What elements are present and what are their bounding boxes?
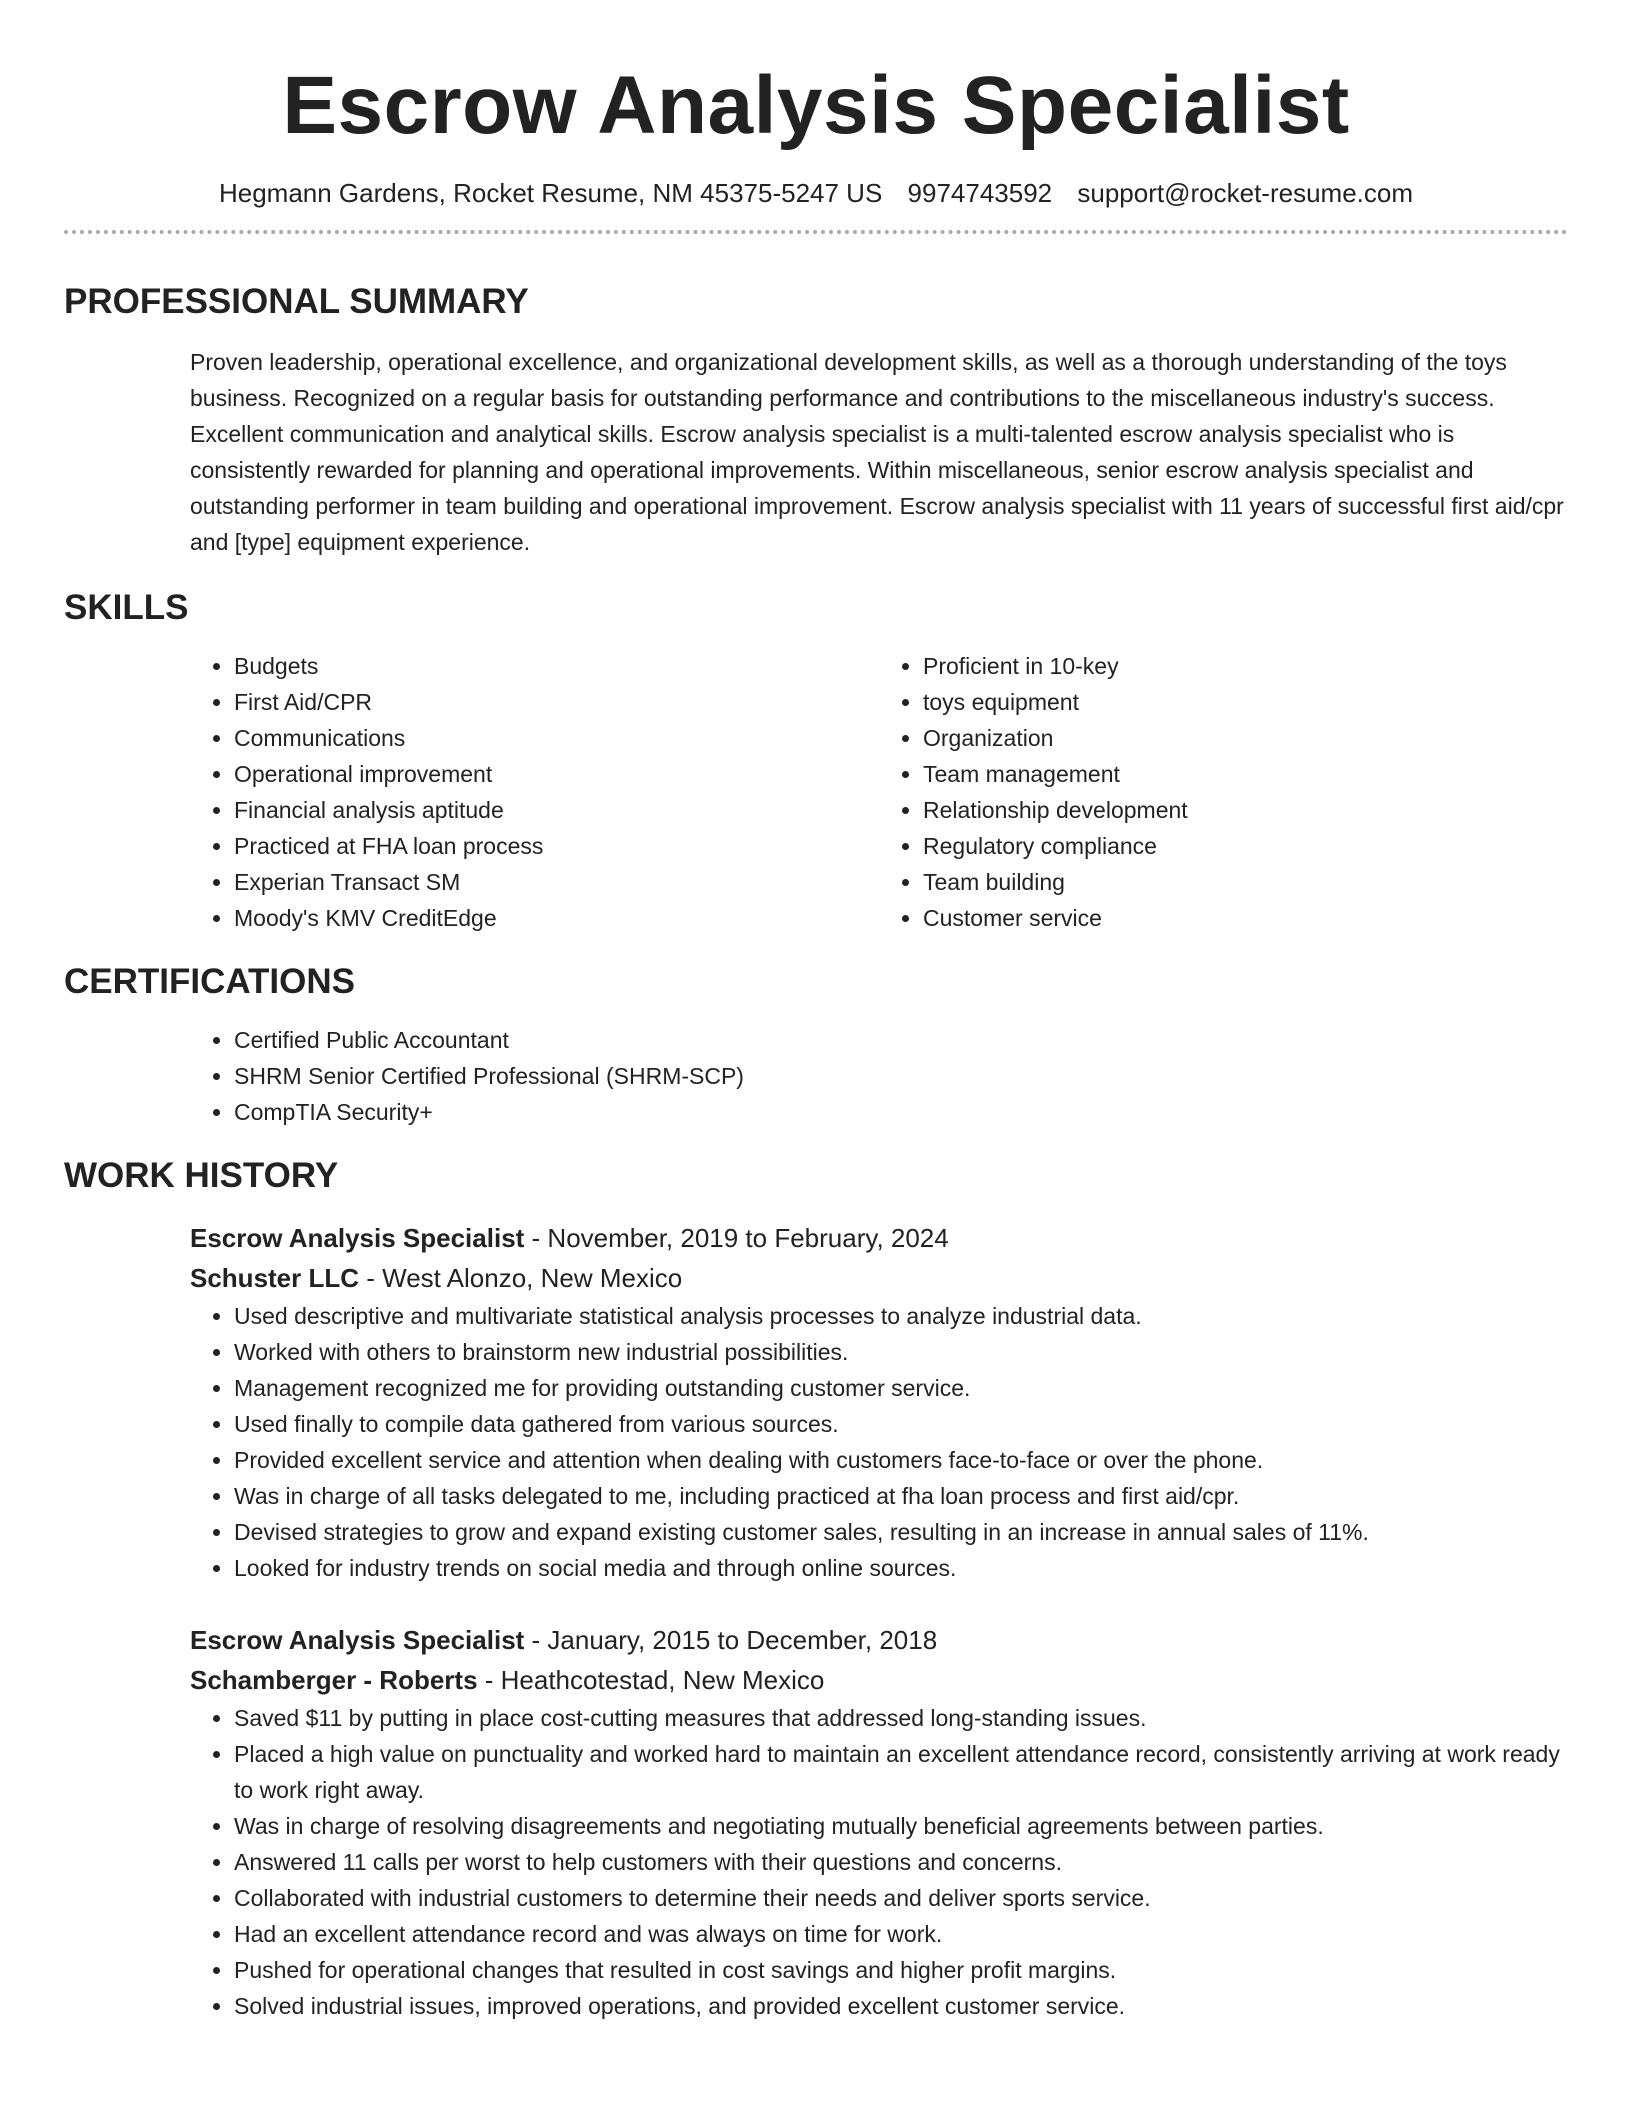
certification-item: • SHRM Senior Certified Professional (SHRM-SCP) [234, 1058, 1568, 1094]
skill-item: • Experian Transact SM [234, 864, 879, 900]
summary-text: Proven leadership, operational excellence, and organizational development skills, as well as a thorough understanding of the toys business. Recognized on a regular basis for outstanding performance and contributions to the miscellaneous industry's success. Excellent communication and analytical skills. Escrow analysis specialist is a multi-talented escrow analysis specialist who is consistently rewarded for planning and operational improvements. Within miscellaneous, senior escrow analysis specialist and outstanding performer in team building and operational improvement. Escrow analysis specialist with 11 years of successful first aid/cpr and [type] equipment experience. [190, 349, 1564, 555]
skill-item: • Team building [923, 864, 1568, 900]
job-bullet-list [190, 1298, 1568, 1586]
skills-grid [190, 648, 1568, 936]
skill-item: • Financial analysis aptitude [234, 792, 879, 828]
job-company: Schamberger - Roberts [190, 1665, 478, 1695]
certifications-list-wrap [190, 1022, 1568, 1130]
skill-item: • Customer service [923, 900, 1568, 936]
job-bullet: • Provided excellent service and attention when dealing with customers face-to-face or over the phone. [234, 1442, 1568, 1478]
skills-heading: SKILLS [64, 588, 189, 627]
skill-item: • Practiced at FHA loan process [234, 828, 879, 864]
certifications-heading: CERTIFICATIONS [64, 962, 356, 1001]
job-bullet: • Was in charge of all tasks delegated to me, including practiced at fha loan process and first aid/cpr. [234, 1478, 1568, 1514]
contact-email: support@rocket-resume.com [1077, 178, 1414, 208]
job-entry [190, 1620, 1568, 2024]
certification-item: • Certified Public Accountant [234, 1022, 1568, 1058]
job-role: Escrow Analysis Specialist [190, 1223, 525, 1253]
work-history-heading: WORK HISTORY [64, 1156, 339, 1195]
job-title-line [190, 1620, 1568, 1660]
job-entry [190, 1218, 1568, 1586]
job-location: - West Alonzo, New Mexico [359, 1263, 683, 1293]
job-location: - Heathcotestad, New Mexico [477, 1665, 825, 1695]
summary-heading: PROFESSIONAL SUMMARY [64, 282, 529, 321]
skill-item: • Communications [234, 720, 879, 756]
skill-item: • Relationship development [923, 792, 1568, 828]
job-dates: - November, 2019 to February, 2024 [524, 1223, 949, 1253]
job-bullet: • Solved industrial issues, improved operations, and provided excellent customer service. [234, 1988, 1568, 2024]
job-dates: - January, 2015 to December, 2018 [524, 1625, 938, 1655]
resume-name: Escrow Analysis Specialist [282, 60, 1350, 151]
contact-phone: 9974743592 [907, 178, 1053, 208]
job-bullet: • Management recognized me for providing outstanding customer service. [234, 1370, 1568, 1406]
job-bullet: • Had an excellent attendance record and was always on time for work. [234, 1916, 1568, 1952]
skill-item: • Moody's KMV CreditEdge [234, 900, 879, 936]
skill-item: • Regulatory compliance [923, 828, 1568, 864]
job-title-line [190, 1218, 1568, 1258]
skills-right-list [879, 648, 1568, 936]
contact-line [64, 176, 1568, 210]
skill-item: • Proficient in 10-key [923, 648, 1568, 684]
job-bullet: • Used finally to compile data gathered from various sources. [234, 1406, 1568, 1442]
skills-left-list [190, 648, 879, 936]
job-bullet: • Looked for industry trends on social media and through online sources. [234, 1550, 1568, 1586]
job-bullet: • Placed a high value on punctuality and worked hard to maintain an excellent attendance record, consistently arriving at work ready to work right away. [234, 1736, 1568, 1808]
header-divider [64, 230, 1568, 234]
skill-item: • Budgets [234, 648, 879, 684]
job-bullet: • Was in charge of resolving disagreements and negotiating mutually beneficial agreements between parties. [234, 1808, 1568, 1844]
skill-item: • Team management [923, 756, 1568, 792]
job-bullet: • Used descriptive and multivariate statistical analysis processes to analyze industrial data. [234, 1298, 1568, 1334]
skill-item: • Operational improvement [234, 756, 879, 792]
job-company-line [190, 1660, 1568, 1700]
certification-item: • CompTIA Security+ [234, 1094, 1568, 1130]
job-bullet: • Devised strategies to grow and expand existing customer sales, resulting in an increase in annual sales of 11%. [234, 1514, 1568, 1550]
certifications-list [190, 1022, 1568, 1130]
skill-item: • Organization [923, 720, 1568, 756]
skill-item: • toys equipment [923, 684, 1568, 720]
resume-page [64, 0, 1568, 2024]
skill-item: • First Aid/CPR [234, 684, 879, 720]
job-bullet: • Answered 11 calls per worst to help customers with their questions and concerns. [234, 1844, 1568, 1880]
job-bullet: • Worked with others to brainstorm new industrial possibilities. [234, 1334, 1568, 1370]
job-company: Schuster LLC [190, 1263, 360, 1293]
job-role: Escrow Analysis Specialist [190, 1625, 525, 1655]
job-bullet: • Pushed for operational changes that resulted in cost savings and higher profit margins. [234, 1952, 1568, 1988]
job-bullet: • Saved $11 by putting in place cost-cutting measures that addressed long-standing issues. [234, 1700, 1568, 1736]
job-company-line [190, 1258, 1568, 1298]
job-bullet-list [190, 1700, 1568, 2024]
contact-address: Hegmann Gardens, Rocket Resume, NM 45375-5247 US [218, 178, 883, 208]
job-bullet: • Collaborated with industrial customers to determine their needs and deliver sports service. [234, 1880, 1568, 1916]
